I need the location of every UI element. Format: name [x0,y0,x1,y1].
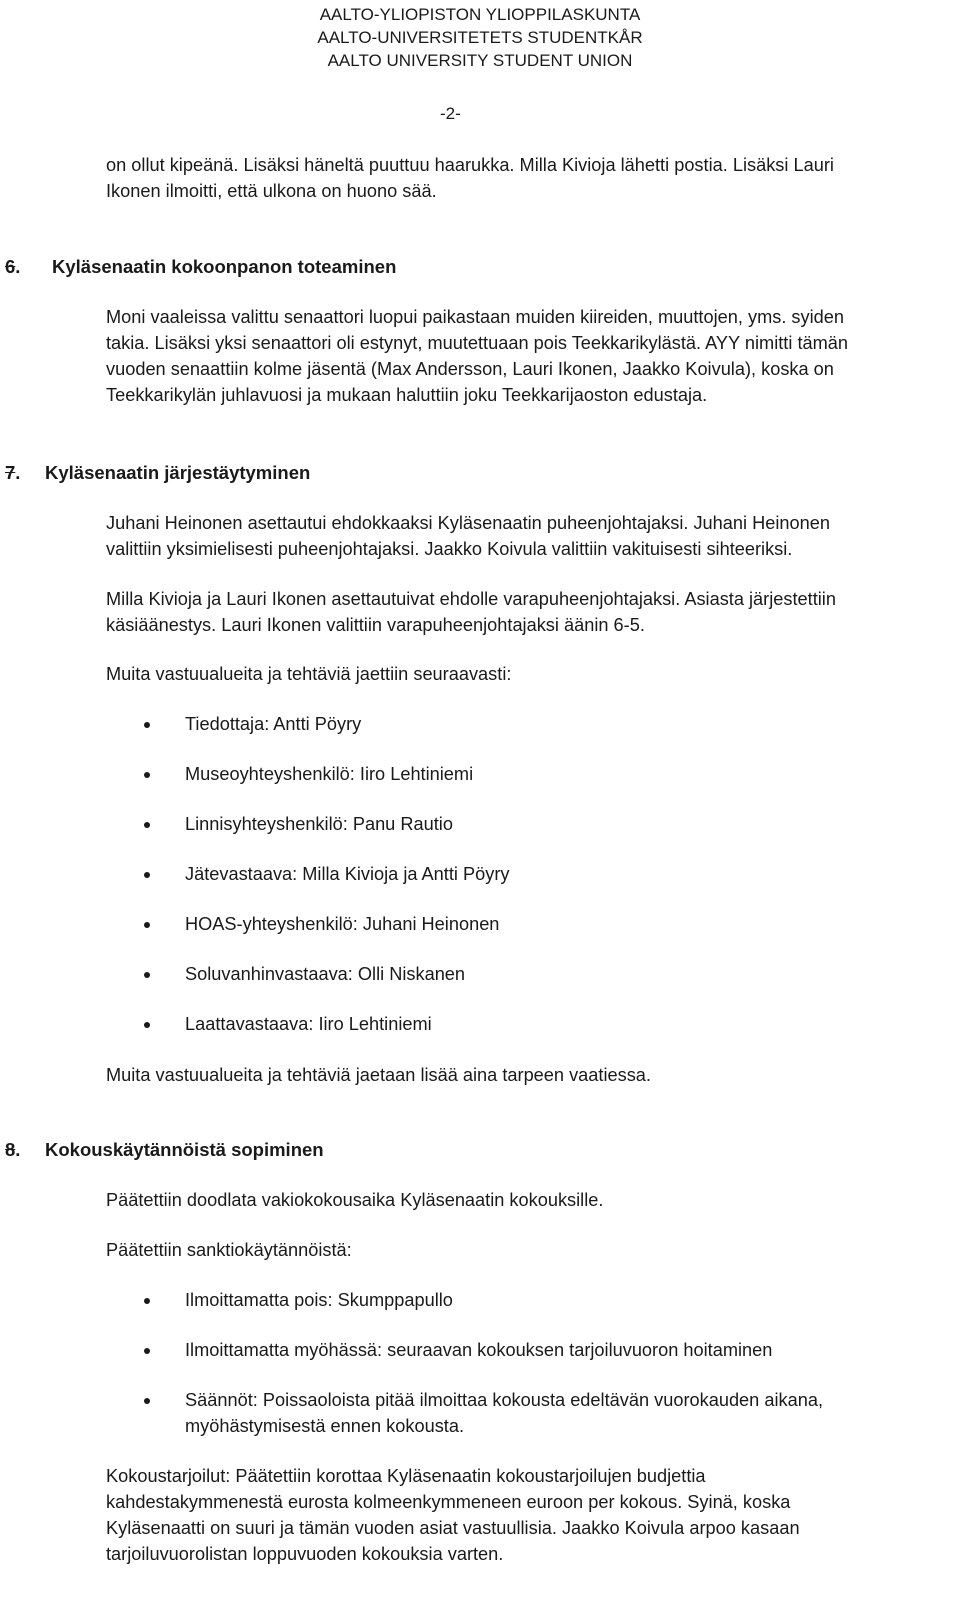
paragraph-line: tarjoiluvuorolistan loppuvuoden kokouksia varten. [106,1544,504,1564]
section-title: Kokouskäytännöistä sopiminen [45,1139,324,1160]
section-7-paragraph-1 [106,510,926,562]
list-item-text: Tiedottaja: Antti Pöyry [185,714,362,734]
section-7-paragraph-2 [106,586,926,638]
intro-line: Ikonen ilmoitti, että ulkona on huono sää. [106,181,437,201]
list-item-text: Laattavastaava: Iiro Lehtiniemi [185,1014,432,1034]
paragraph-line: Kokoustarjoilut: Päätettiin korottaa Kyläsenaatin kokoustarjoilujen budjettia [106,1466,706,1486]
header-line-sv: AALTO-UNIVERSITETETS STUDENTKÅR [317,28,643,47]
bullet-icon [144,822,150,828]
paragraph-line: valittiin yksimielisesti puheenjohtajaksi. Jaakko Koivula valittiin vakituisesti sihteeriksi. [106,539,793,559]
list-item-line: myöhästymisestä ennen kokousta. [185,1416,465,1436]
bullet-icon [144,1398,150,1404]
list-item-text: Linnisyhteyshenkilö: Panu Rautio [185,814,453,834]
bullet-icon [144,772,150,778]
list-item-text: HOAS-yhteyshenkilö: Juhani Heinonen [185,914,500,934]
section-title: Kyläsenaatin kokoonpanon toteaminen [52,256,397,277]
intro-line: on ollut kipeänä. Lisäksi häneltä puuttuu haarukka. Milla Kivioja lähetti postia. Lisäksi Lauri [106,155,834,175]
paragraph-line: vuoden senaattiin kolme jäsentä (Max Andersson, Lauri Ikonen, Jaakko Koivula), koska on [106,359,834,379]
bullet-icon [144,1298,150,1304]
list-item-text: Soluvanhinvastaava: Olli Niskanen [185,964,466,984]
list-item-text: Museoyhteyshenkilö: Iiro Lehtiniemi [185,764,474,784]
header-line-en: AALTO UNIVERSITY STUDENT UNION [327,51,633,70]
section-number: 7. [5,462,21,483]
list-item-text: Ilmoittamatta pois: Skumppapullo [185,1290,453,1310]
section-8-paragraph-3 [106,1463,926,1567]
bullet-icon [144,1348,150,1354]
list-item-line: Säännöt: Poissaoloista pitää ilmoittaa kokousta edeltävän vuorokauden aikana, [185,1390,823,1410]
intro-paragraph [106,152,926,204]
paragraph-line: Milla Kivioja ja Lauri Ikonen asettautuivat ehdolle varapuheenjohtajaksi. Asiasta järjestettiin [106,589,836,609]
bullet-icon [144,722,150,728]
header-line-fi: AALTO-YLIOPISTON YLIOPPILASKUNTA [319,5,641,24]
bullet-icon [144,922,150,928]
paragraph-line: Kyläsenaatti on suuri ja tämän vuoden asiat vastuullisia. Jaakko Koivula arpoo kasaan [106,1518,800,1538]
section-7-paragraph-3: Muita vastuualueita ja tehtäviä jaettiin seuraavasti: [106,664,512,684]
section-7-paragraph-4: Muita vastuualueita ja tehtäviä jaetaan lisää aina tarpeen vaatiessa. [106,1065,651,1085]
section-6-paragraph [106,304,926,408]
bullet-icon [144,972,150,978]
paragraph-line: Teekkarikylän juhlavuosi ja mukaan haluttiin joku Teekkarijaoston edustaja. [106,385,708,405]
section-number: 6. [5,256,21,277]
page-number: -2- [440,104,461,123]
list-item-text: Jätevastaava: Milla Kivioja ja Antti Pöyry [185,864,510,884]
section-title: Kyläsenaatin järjestäytyminen [45,462,311,483]
bullet-icon [144,872,150,878]
bullet-icon [144,1022,150,1028]
list-item-text: Ilmoittamatta myöhässä: seuraavan kokouksen tarjoiluvuoron hoitaminen [185,1340,773,1360]
document-header [0,3,960,72]
section-8-paragraph-2: Päätettiin sanktiokäytännöistä: [106,1240,352,1260]
paragraph-line: takia. Lisäksi yksi senaattori oli estynyt, muutettuaan pois Teekkarikylästä. AYY nimitti tämän [106,333,848,353]
section-8-paragraph-1: Päätettiin doodlata vakiokokousaika Kyläsenaatin kokouksille. [106,1190,604,1210]
paragraph-line: Moni vaaleissa valittu senaattori luopui paikastaan muiden kiireiden, muuttojen, yms. syiden [106,307,844,327]
list-item-text [185,1387,925,1439]
section-number: 8. [5,1139,21,1160]
paragraph-line: käsiäänestys. Lauri Ikonen valittiin varapuheenjohtajaksi äänin 6-5. [106,615,645,635]
paragraph-line: kahdestakymmenestä eurosta kolmeenkymmeneen euroon per kokous. Syinä, koska [106,1492,791,1512]
paragraph-line: Juhani Heinonen asettautui ehdokkaaksi Kyläsenaatin puheenjohtajaksi. Juhani Heinonen [106,513,830,533]
